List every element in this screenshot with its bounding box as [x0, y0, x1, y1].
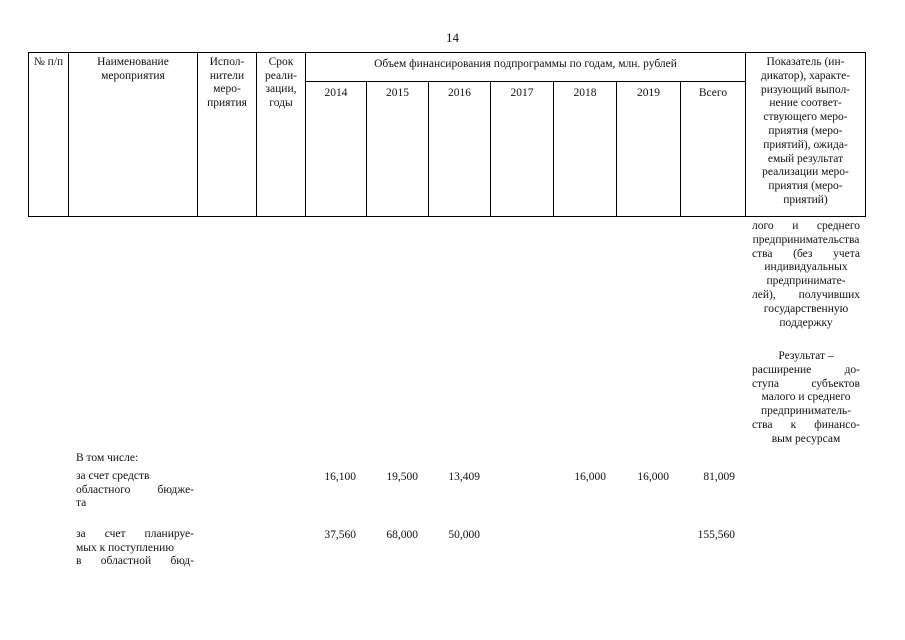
value-2015: 19,500 — [386, 471, 418, 483]
header-year-2015: 2015 — [386, 87, 409, 99]
value-2018: 16,000 — [574, 471, 606, 483]
value-2016: 13,409 — [448, 471, 480, 483]
row-label: за счет планируе- мых к поступлению в областной бюд- — [76, 528, 194, 567]
header-indicator: Показатель (ин- дикатор), характе- ризующий выпол- нение соответ- ствующего меро- приятия (меро- приятий), ожида- емый результат реализации меро- приятия (меро- приятий) — [760, 56, 851, 206]
header-year-2016: 2016 — [448, 87, 471, 99]
value-2014: 37,560 — [324, 529, 356, 541]
value-total: 81,009 — [703, 471, 735, 483]
header-executors: Испол-нители меро-приятия — [207, 56, 247, 109]
value-2019: 16,000 — [637, 471, 669, 483]
page-number: 14 — [446, 30, 459, 45]
result-block: Результат – расширение до- ступа субъектов малого и среднего предприниматель- ства к финансо- вым ресурсам — [752, 350, 860, 445]
row-label: за счет средств областного бюдже- та — [76, 470, 194, 509]
value-2016: 50,000 — [448, 529, 480, 541]
indicator-continuation: лого и среднего предпринимательства ства (без учета индивидуальных предпринимате- лей), получивших государственную поддержку — [752, 220, 860, 329]
value-total: 155,560 — [697, 529, 735, 541]
header-name: Наименование мероприятия — [97, 56, 169, 82]
header-year-2014: 2014 — [324, 87, 348, 99]
header-funding: Объем финансирования подпрограммы по годам, млн. рублей — [374, 58, 677, 70]
value-2014: 16,100 — [324, 471, 356, 483]
header-year-2019: 2019 — [637, 87, 660, 99]
header-total: Всего — [698, 87, 728, 99]
in-that-number-label: В том числе: — [76, 452, 139, 464]
header-year-2018: 2018 — [573, 87, 597, 99]
header-year-2017: 2017 — [510, 87, 534, 99]
header-no: № п/п — [33, 56, 64, 68]
value-2015: 68,000 — [386, 529, 418, 541]
header-term: Срок реали-зации, годы — [265, 56, 297, 109]
